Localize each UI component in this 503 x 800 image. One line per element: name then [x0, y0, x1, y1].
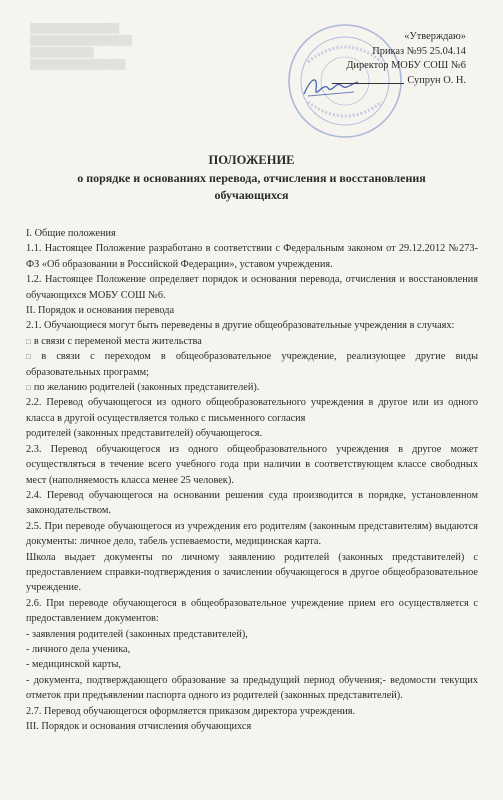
document-body — [26, 226, 478, 734]
list-item: □ в связи с переменой места жительства — [26, 334, 478, 349]
document-subtitle: о порядке и основаниях перевода, отчисления и восстановления — [77, 171, 426, 185]
approval-signature-line — [306, 74, 466, 89]
paragraph: 2.5. При переводе обучающегося из учреждения его родителям (законным представителям) выдаются документы: личное дело, табель успеваемости, медицинская карта. — [26, 520, 478, 548]
paragraph: Школа выдает документы по личному заявлению родителей (законных представителей) с предоставлением справки-подтверждения о зачислении обучающегося в другое общеобразовательное учреждение. — [26, 551, 478, 594]
bleed-through-text: ██████████████ ████████████████ ██████████ ███████████████ — [30, 23, 133, 69]
paragraph: 2.7. Перевод обучающегося оформляется приказом директора учреждения. — [26, 705, 356, 717]
list-item: □ в связи с переходом в общеобразовательное учреждение, реализующее другие виды образовательных программ; — [26, 349, 478, 380]
approval-name: Супрун О. Н. — [407, 74, 466, 86]
list-item: - документа, подтверждающего образование за предыдущий период обучения;- ведомости текущих отметок при предъявлении паспорта одного из родителей (законных представителей). — [26, 674, 478, 702]
approval-block — [306, 30, 466, 88]
paragraph: 2.3. Перевод обучающегося из одного общеобразовательного учреждения в другое может осуществляться в течение всего учебного года при наличии в соответствующем классе свободных мест (наполняемость класса менее 25 человек). — [26, 443, 478, 486]
list-item: □ по желанию родителей (законных представителей). — [26, 380, 478, 395]
section-heading: II. Порядок и основания перевода — [26, 305, 175, 317]
section-heading: I. Общие положения — [26, 228, 116, 239]
section-heading: III. Порядок и основания отчисления обучающихся — [26, 721, 252, 732]
approval-heading: «Утверждаю» — [404, 31, 466, 42]
approval-order: Приказ №95 25.04.14 — [372, 45, 466, 57]
paragraph: 2.1. Обучающиеся могут быть переведены в другие общеобразовательные учреждения в случаях: — [26, 320, 455, 332]
paragraph: родителей (законных представителей) обучающегося. — [26, 428, 263, 440]
paragraph: 1.1. Настоящее Положение разработано в соответствии с Федеральным законом от 29.12.2012 №273-ФЗ «Об образовании в Российской Федерации», уставом учреждения. — [26, 243, 478, 270]
paragraph: 1.2. Настоящее Положение определяет порядок и основания перевода, отчисления и восстановления обучающихся МОБУ СОШ №6. — [26, 274, 478, 301]
signature-underline — [332, 83, 404, 84]
list-item: - заявления родителей (законных представителей), — [26, 628, 248, 640]
document-subtitle-line2: обучающихся — [214, 188, 289, 202]
paragraph: 2.2. Перевод обучающегося из одного общеобразовательного учреждения в другое или из одного класса в другой осуществляется только с письменного согласия — [26, 397, 478, 424]
paragraph: 2.6. При переводе обучающегося в общеобразовательное учреждение прием его осуществляется с предоставлением документов: — [26, 597, 478, 625]
list-item: - медицинской карты, — [26, 659, 121, 671]
paragraph: 2.4. Перевод обучающегося на основании решения суда производится в порядке, установленном законодательством. — [26, 489, 478, 517]
list-item: - личного дела ученика, — [26, 643, 131, 655]
document-title: ПОЛОЖЕНИЕ — [208, 153, 295, 167]
approval-position: Директор МОБУ СОШ №6 — [346, 60, 466, 72]
